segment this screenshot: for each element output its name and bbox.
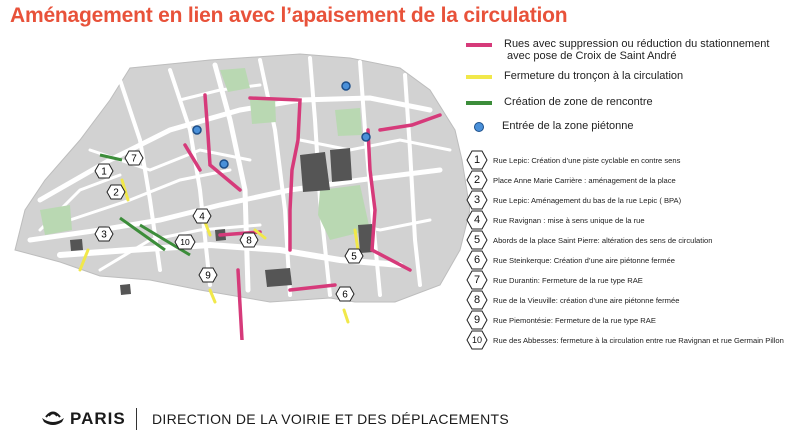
item-text: Rue Durantin: Fermeture de la rue type RAE [493, 275, 643, 285]
map-marker-label: 10 [180, 237, 190, 247]
map-marker-label: 1 [101, 166, 107, 178]
item-text: Rue Piemontésie: Fermeture de la rue type RAE [493, 315, 656, 325]
map-marker-2[interactable] [107, 185, 125, 199]
item-text: Rue Lepic: Création d’une piste cyclable en contre sens [493, 155, 681, 165]
entry-dot [362, 133, 370, 141]
entry-dot [220, 160, 228, 168]
legend-blue [466, 120, 634, 132]
page-title: Aménagement en lien avec l’apaisement de la circulation [10, 4, 568, 27]
list-item [466, 290, 679, 310]
map-marker-7[interactable] [125, 151, 143, 165]
hexagon-icon [466, 250, 488, 270]
legend-label: Fermeture du tronçon à la circulation [504, 70, 684, 82]
map-marker-label: 7 [131, 153, 137, 165]
map-marker-label: 5 [351, 251, 357, 263]
green-line-swatch [466, 101, 492, 105]
item-text: Rue Steinkerque: Création d’une aire piétonne fermée [493, 255, 675, 265]
list-item [466, 190, 681, 210]
hexagon-icon [466, 150, 488, 170]
entry-dot [342, 82, 350, 90]
map-marker-8[interactable] [240, 233, 258, 247]
list-item [466, 210, 645, 230]
direction-label: DIRECTION DE LA VOIRIE ET DES DÉPLACEMENTS [152, 411, 509, 427]
list-item [466, 250, 675, 270]
list-item [466, 330, 784, 350]
list-item [466, 150, 680, 170]
map-marker-label: 6 [342, 289, 348, 301]
item-number: 10 [471, 335, 482, 345]
item-text: Abords de la place Saint Pierre: altération des sens de circulation [493, 235, 713, 245]
district-map [0, 40, 470, 340]
item-text: Place Anne Marie Carrière : aménagement de la place [493, 175, 676, 185]
hexagon-icon [466, 330, 488, 350]
list-item [466, 310, 656, 330]
map-marker-label: 2 [113, 187, 119, 199]
list-item [466, 270, 643, 290]
legend-green [466, 96, 653, 108]
entry-dot [193, 126, 201, 134]
map-marker-6[interactable] [336, 287, 354, 301]
item-number: 9 [473, 314, 481, 326]
map-marker-10[interactable] [175, 235, 195, 249]
map-marker-label: 4 [199, 211, 205, 223]
map-marker-5[interactable] [345, 249, 363, 263]
hexagon-icon [466, 190, 488, 210]
legend-pink [466, 38, 769, 62]
hexagon-icon [466, 270, 488, 290]
brand-paris: PARIS [70, 409, 126, 428]
item-text: Rue Lepic: Aménagement du bas de la rue Lepic ( BPA) [493, 195, 682, 205]
paris-ship-logo-icon [40, 406, 66, 428]
item-text: Rue des Abbesses: fermeture à la circulation entre rue Ravignan et rue Germain Pillon [493, 335, 784, 345]
item-number: 6 [473, 254, 481, 266]
legend-label: Rues avec suppression ou réduction du stationnement avec pose de Croix de Saint André [504, 38, 770, 62]
blue-dot-icon [474, 122, 484, 132]
item-number: 3 [473, 194, 481, 206]
legend-label: Entrée de la zone piétonne [502, 120, 634, 132]
legend-yellow [466, 70, 683, 82]
item-number: 4 [473, 214, 481, 226]
map-marker-label: 3 [101, 229, 107, 241]
pink-line-swatch [466, 43, 492, 47]
footer [0, 400, 800, 439]
hexagon-icon [466, 210, 488, 230]
map-marker-4[interactable] [193, 209, 211, 223]
hexagon-icon [466, 230, 488, 250]
map-marker-label: 9 [205, 270, 211, 282]
legend-label: Création de zone de rencontre [504, 96, 653, 108]
item-text: Rue Ravignan : mise à sens unique de la rue [493, 215, 645, 225]
item-number: 7 [473, 274, 481, 286]
hexagon-icon [466, 170, 488, 190]
map-marker-1[interactable] [95, 164, 113, 178]
map-marker-3[interactable] [95, 227, 113, 241]
item-number: 8 [473, 294, 481, 306]
hexagon-icon [466, 310, 488, 330]
yellow-line-swatch [466, 75, 492, 79]
footer-divider [136, 408, 137, 430]
map-marker-label: 8 [246, 235, 252, 247]
item-text: Rue de la Vieuville: création d’une aire piétonne fermée [493, 295, 680, 305]
hexagon-icon [466, 290, 488, 310]
item-number: 5 [473, 234, 481, 246]
map-marker-9[interactable] [199, 268, 217, 282]
item-number: 2 [473, 174, 481, 186]
list-item [466, 170, 676, 190]
list-item [466, 230, 713, 250]
item-number: 1 [473, 154, 481, 166]
